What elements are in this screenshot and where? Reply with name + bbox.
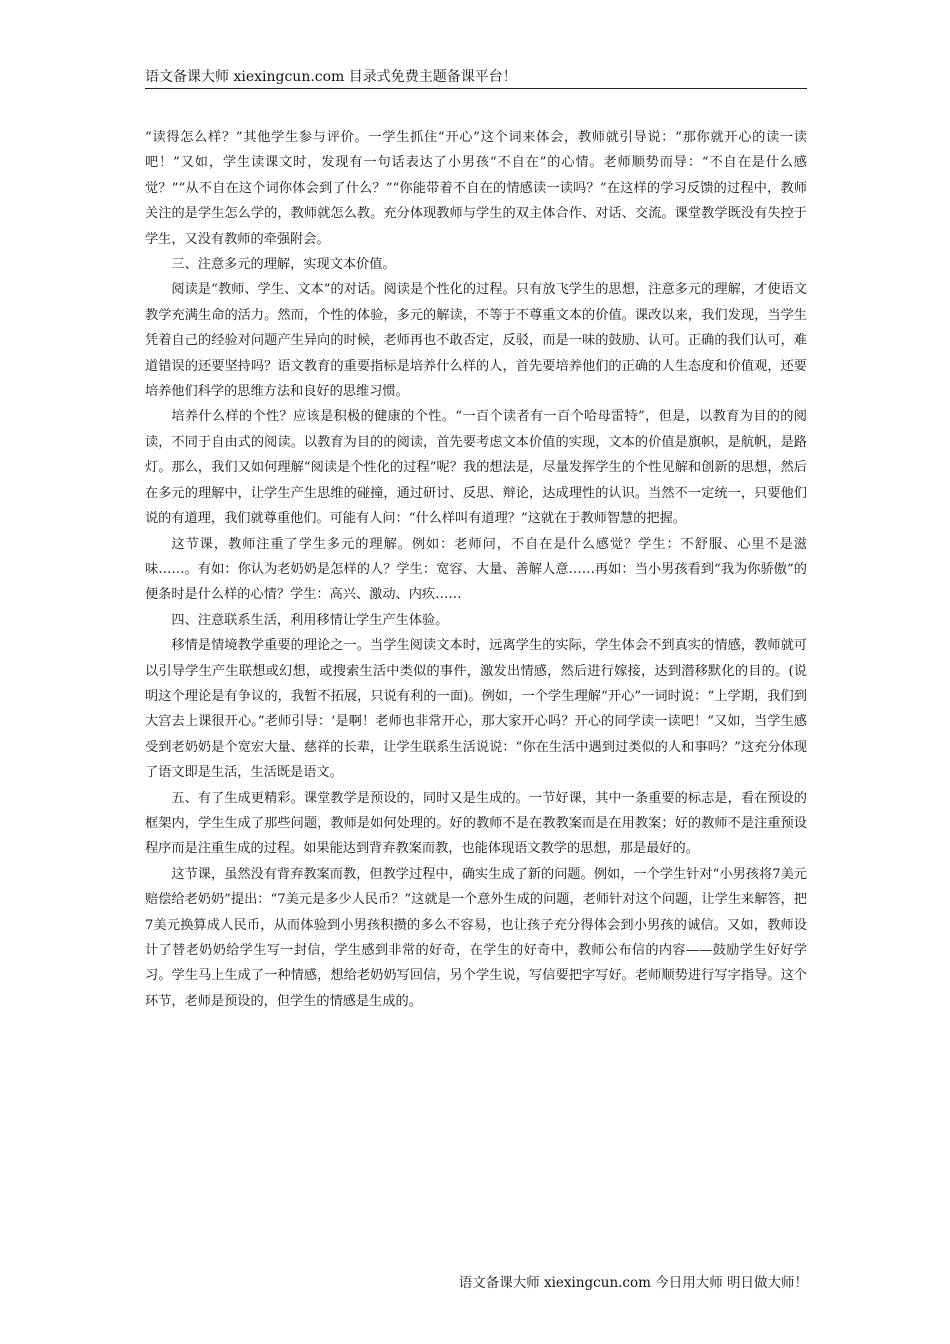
- section-heading-4: 四、注意联系生活，利用移情让学生产生体验。: [171, 612, 449, 628]
- paragraph-5: 移情是情境教学重要的理论之一。当学生阅读文本时，远离学生的实际，学生体会不到真实的情感，教师就可以引导学生产生联想或幻想，或搜索生活中类似的事件，激发出情感，然后进行嫁接，达到潜移默化的目的。(说明这个理论是有争议的，我暂不拓展，只说有利的一面)。例如，一个学生理解“开心”一词时说：“上学期，我们到大宫去上课很开心。”老师引导：‘是啊！老师也非常开心，那大家开心吗？开心的同学读一读吧！”又如，当学生感受到老奶奶是个宽宏大量、慈祥的长辈，让学生联系生活说说：“你在生活中遇到过类似的人和事吗？”这充分体现了语文即是生活，生活既是语文。: [145, 638, 807, 781]
- section-heading-3: 三、注意多元的理解，实现文本价值。: [171, 257, 396, 273]
- document-body: [145, 125, 807, 1014]
- paragraph-4: 这节课，教师注重了学生多元的理解。例如：老师问，不自在是什么感觉？学生：不舒服、心里不是滋味……。有如：你认为老奶奶是怎样的人？学生：宽容、大量、善解人意……再如：当小男孩看到“我为你骄傲”的便条时是什么样的心情？学生：高兴、激动、内疚……: [145, 536, 807, 603]
- paragraph-3: 培养什么样的个性？应该是积极的健康的个性。“一百个读者有一百个哈母雷特”，但是，以教育为目的的阅读，不同于自由式的阅读。以教育为目的的阅读，首先要考虑文本价值的实现，文本的价值是旗帜，是航帆，是路灯。那么，我们又如何理解“阅读是个性化的过程”呢？我的想法是，尽量发挥学生的个性见解和创新的思想，然后在多元的理解中，让学生产生思维的碰撞，通过研讨、反思、辩论，达成理性的认识。当然不一定统一，只要他们说的有道理，我们就尊重他们。可能有人问：“什么样叫有道理？”这就在于教师智慧的把握。: [145, 409, 807, 527]
- page-footer: 语文备课大师 xiexingcun.com 今日用大师 明日做大师！: [458, 1275, 808, 1291]
- paragraph-1: “读得怎么样？”其他学生参与评价。一学生抓住“开心”这个词来体会，教师就引导说：“那你就开心的读一读吧！”又如，学生读课文时，发现有一句话表达了小男孩“不自在”的心情。老师顺势而导：“不自在是什么感觉？”“从不自在这个词你体会到了什么？”“你能带着不自在的情感读一读吗？”在这样的学习反馈的过程中，教师关注的是学生怎么学的，教师就怎么教。充分体现教师与学生的双主体合作、对话、交流。课堂教学既没有失控于学生，又没有教师的牵强附会。: [145, 130, 807, 247]
- paragraph-7: 这节课，虽然没有背弃教案而教，但教学过程中，确实生成了新的问题。例如，一个学生针对“小男孩将7美元赔偿给老奶奶”提出：“7美元是多少人民币？”这就是一个意外生成的问题，老师针对这个问题，让学生来解答，把7美元换算成人民币，从而体验到小男孩积攒的多么不容易，也让孩子充分得体会到小男孩的诚信。又如，教师设计了替老奶奶给学生写一封信，学生感到非常的好奇，在学生的好奇中，教师公布信的内容——鼓励学生好好学习。学生马上生成了一种情感，想给老奶奶写回信，另个学生说，写信要把字写好。老师顺势进行写字指导。这个环节，老师是预设的，但学生的情感是生成的。: [145, 866, 807, 1009]
- page-header: 语文备课大师 xiexingcun.com 目录式免费主题备课平台！: [145, 68, 807, 89]
- paragraph-6: 五、有了生成更精彩。课堂教学是预设的，同时又是生成的。一节好课，其中一条重要的标志是，看在预设的框架内，学生生成了那些问题，教师是如何处理的。好的教师不是在教教案而是在用教案；好的教师不是注重预设程序而是注重生成的过程。如果能达到背弃教案而教，也能体现语文教学的思想，那是最好的。: [145, 790, 807, 857]
- paragraph-2: 阅读是“教师、学生、文本”的对话。阅读是个性化的过程。只有放飞学生的思想，注意多元的理解，才使语文教学充满生命的活力。然而，个性的体验，多元的解读，不等于不尊重文本的价值。课改以来，我们发现，当学生凭着自己的经验对问题产生异向的时候，老师再也不敢否定，反驳，而是一味的鼓励、认可。正确的我们认可，难道错误的还要坚持吗？语文教育的重要指标是培养什么样的人，首先要培养他们的正确的人生态度和价值观，还要培养他们科学的思维方法和良好的思维习惯。: [145, 282, 807, 400]
